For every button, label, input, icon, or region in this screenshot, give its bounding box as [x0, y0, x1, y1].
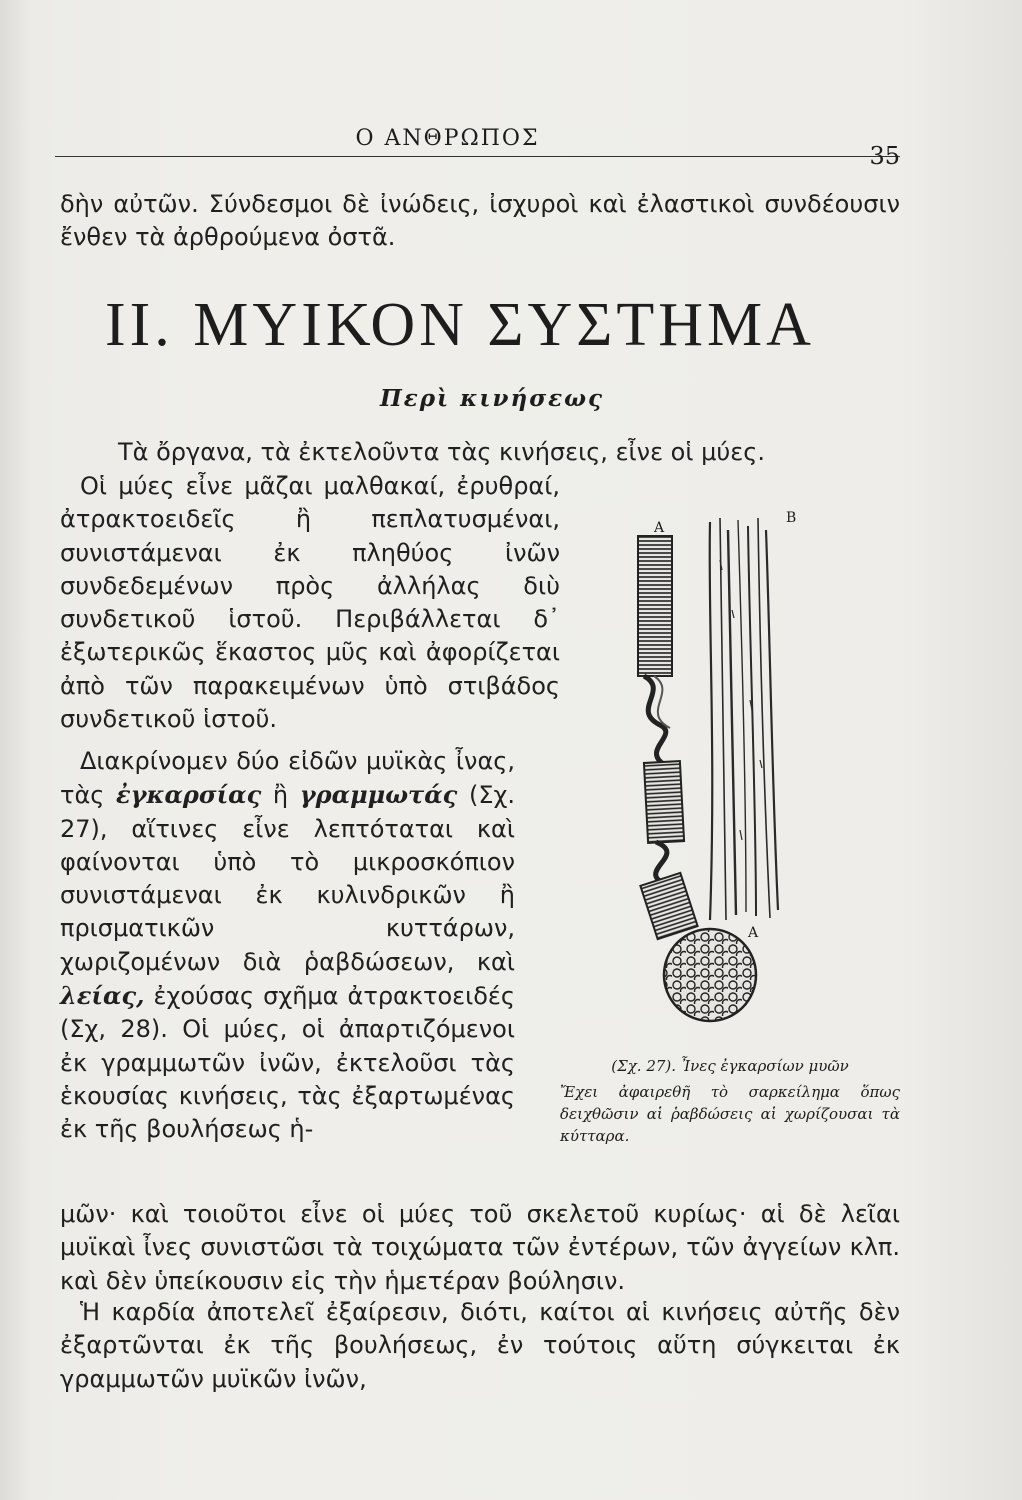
- fiber-types-text-1: Διακρίνομεν δύο εἰδῶν μυϊκὰς ἶνας, τὰς: [60, 747, 515, 810]
- figure-caption: [560, 1055, 900, 1147]
- paragraph-skeletal-muscles: μῶν· καὶ τοιοῦτοι εἶνε οἱ μύες τοῦ σκελετοῦ κυρίως· αἱ δὲ λεῖαι μυϊκαὶ ἶνες συνιστῶσι τὰ τοιχώματα τῶν ἐντέρων, τῶν ἀγγείων κλπ. καὶ δὲν ὑπείκουσιν εἰς τὴν ἡμετέραν βούλησιν.: [60, 1200, 900, 1295]
- cross-section: [664, 929, 756, 1021]
- figure-27: [560, 500, 900, 1200]
- running-title: Ο ΑΝΘΡΩΠΟΣ: [355, 126, 540, 151]
- figure-label-b: Β: [786, 510, 797, 526]
- figure-label-c: Α: [748, 925, 759, 941]
- fiber-bundle: [710, 518, 778, 920]
- term-striated: γραμμωτάς: [299, 780, 458, 810]
- paragraph-muscles: Οἱ μύες εἶνε μᾶζαι μαλθακαί, ἐρυθραί, ἀτρακτοειδεῖς ἢ πεπλατυσμέναι, συνιστάμεναι ἐκ πληθύος ἰνῶν συνδεδεμένων πρὸς ἀλλήλας διὺ συνδετικοῦ ἱστοῦ. Περιβάλλεται δ᾽ ἐξωτερικῶς ἕκαστος μῦς καὶ ἀφορίζεται ἀπὸ τῶν παρακειμένων ὑπὸ στιβάδος συνδετικοῦ ἱστοῦ.: [60, 472, 560, 734]
- figure-caption-title: (Σχ. 27). Ἶνες ἐγκαρσίων μυῶν: [611, 1057, 849, 1075]
- paragraph-organs: Τὰ ὄργανα, τὰ ἐκτελοῦντα τὰς κινήσεις, εἶνε οἱ μύες.: [118, 438, 765, 466]
- muscle-fiber-illustration: [560, 500, 900, 1040]
- figure-label-a: Α: [654, 520, 665, 536]
- paragraph-heart: Ἡ καρδία ἀποτελεῖ ἐξαίρεσιν, διότι, καίτοι αἱ κινήσεις αὐτῆς δὲν ἐξαρτῶνται ἐκ τῆς βουλήσεως, ἐν τούτοις αὕτη σύγκειται ἐκ γραμμωτῶν μυϊκῶν ἰνῶν,: [60, 1298, 900, 1393]
- figure-caption-text: Ἔχει ἀφαιρεθῆ τὸ σαρκείλημα ὅπως δειχθῶσιν αἱ ῥαβδώσεις αἱ χωρίζουσαι τὰ κύτταρα.: [560, 1083, 900, 1145]
- paragraph-fiber-types: [60, 745, 515, 1147]
- paragraph-ligaments: δὴν αὐτῶν. Σύνδεσμοι δὲ ἰνώδεις, ἰσχυροὶ καὶ ἐλαστικοὶ συνδέουσιν ἔνθεν τὰ ἀρθρούμενα ὀστᾶ.: [60, 190, 900, 252]
- section-heading: II. ΜΥΙΚΟΝ ΣΥΣΤΗΜΑ: [105, 291, 815, 359]
- fiber-types-text-2: (Σχ. 27), αἵτινες εἶνε λεπτόταται καὶ φαίνονται ὑπὸ τὸ μικροσκόπιον συνιστάμεναι ἐκ κυλινδρικῶν ἢ πρισματικῶν κυττάρων, χωριζομένων διὰ ῥαβδώσεων, καὶ: [60, 781, 515, 976]
- word-or: ἢ: [272, 781, 289, 810]
- running-header: [55, 122, 900, 170]
- term-transverse: ἐγκαρσίας: [116, 780, 262, 810]
- striated-fiber: [638, 536, 698, 939]
- subheading: Περὶ κινήσεως: [380, 385, 605, 412]
- term-smooth: λείας,: [60, 981, 145, 1011]
- fiber-types-text-3: ἐχούσας σχῆμα ἀτρακτοειδές (Σχ, 28). Οἱ μύες, οἱ ἀπαρτιζόμενοι ἐκ γραμμωτῶν ἰνῶν, ἐκτελοῦσι τὰς ἑκουσίας κινήσεις, τὰς ἐξαρτωμένας ἐκ τῆς βουλήσεως ἡ-: [60, 982, 515, 1144]
- page-number: 35: [869, 142, 900, 170]
